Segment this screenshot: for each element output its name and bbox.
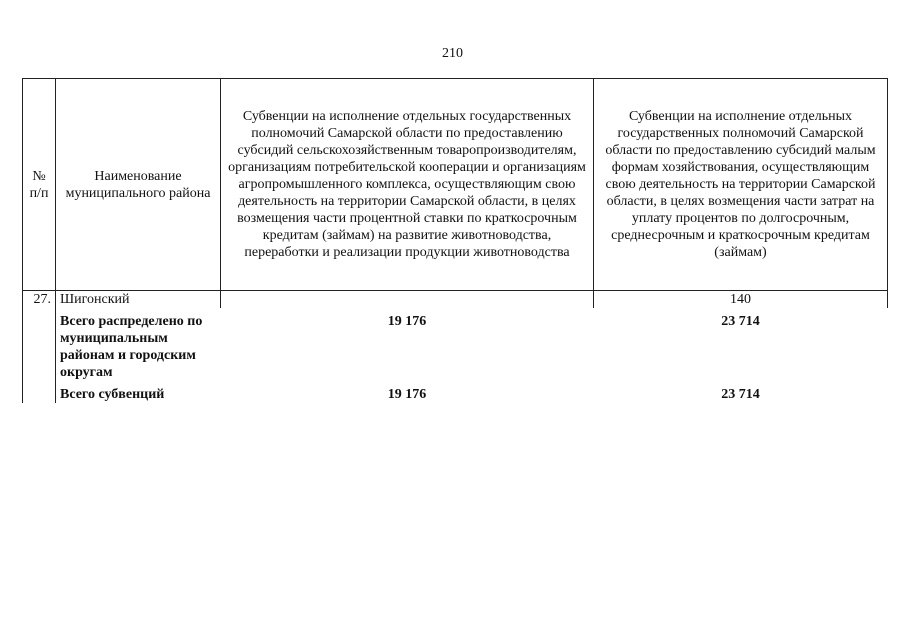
table-header xyxy=(23,79,888,291)
header-subvention-interest-short-term: Субвенции на исполнение отдельных государственных полномочий Самарской области по предоставлению субсидий сельскохозяйственным товаропроизводителям, организациям потребительской кооперации и организациям агропромышленного комплекса, осуществляющим свою деятельность на территории Самарской области, в целях возмещения части процентной ставки по краткосрочным кредитам (займам) на развитие животноводства, переработки и реализации продукции животноводства xyxy=(221,79,594,291)
total-distributed-number-cell xyxy=(23,308,56,381)
total-subventions-label: Всего субвенций xyxy=(60,387,165,402)
total-distributed-value-interest: 19 176 xyxy=(387,314,427,329)
total-distributed-row xyxy=(23,308,888,381)
header-number: № п/п xyxy=(23,79,56,291)
total-subventions-row xyxy=(23,381,888,403)
total-subventions-value-small-business: 23 714 xyxy=(721,387,760,402)
row-district-name: Шигонский xyxy=(56,291,221,309)
subventions-table xyxy=(22,78,888,403)
row-value-small-business: 140 xyxy=(594,291,888,309)
total-subventions-number-cell xyxy=(23,381,56,403)
header-subvention-small-business: Субвенции на исполнение отдельных государственных полномочий Самарской области по предоставлению субсидий малым формам хозяйствования, осуществляющим свою деятельность на территории Самарской области, в целях возмещения части затрат на уплату процентов по долгосрочным, среднесрочным и краткосрочным кредитам (займам) xyxy=(594,79,888,291)
row-number: 27. xyxy=(23,291,56,309)
total-subventions-value-interest: 19 176 xyxy=(387,387,427,402)
total-distributed-value-small-business: 23 714 xyxy=(721,314,760,329)
total-distributed-label: Всего распределено по муниципальным районам и городским округам xyxy=(60,314,203,380)
page-number: 210 xyxy=(442,46,463,61)
header-district-name: Наименование муниципального района xyxy=(56,79,221,291)
table-row xyxy=(23,291,888,309)
row-value-interest xyxy=(221,291,594,309)
